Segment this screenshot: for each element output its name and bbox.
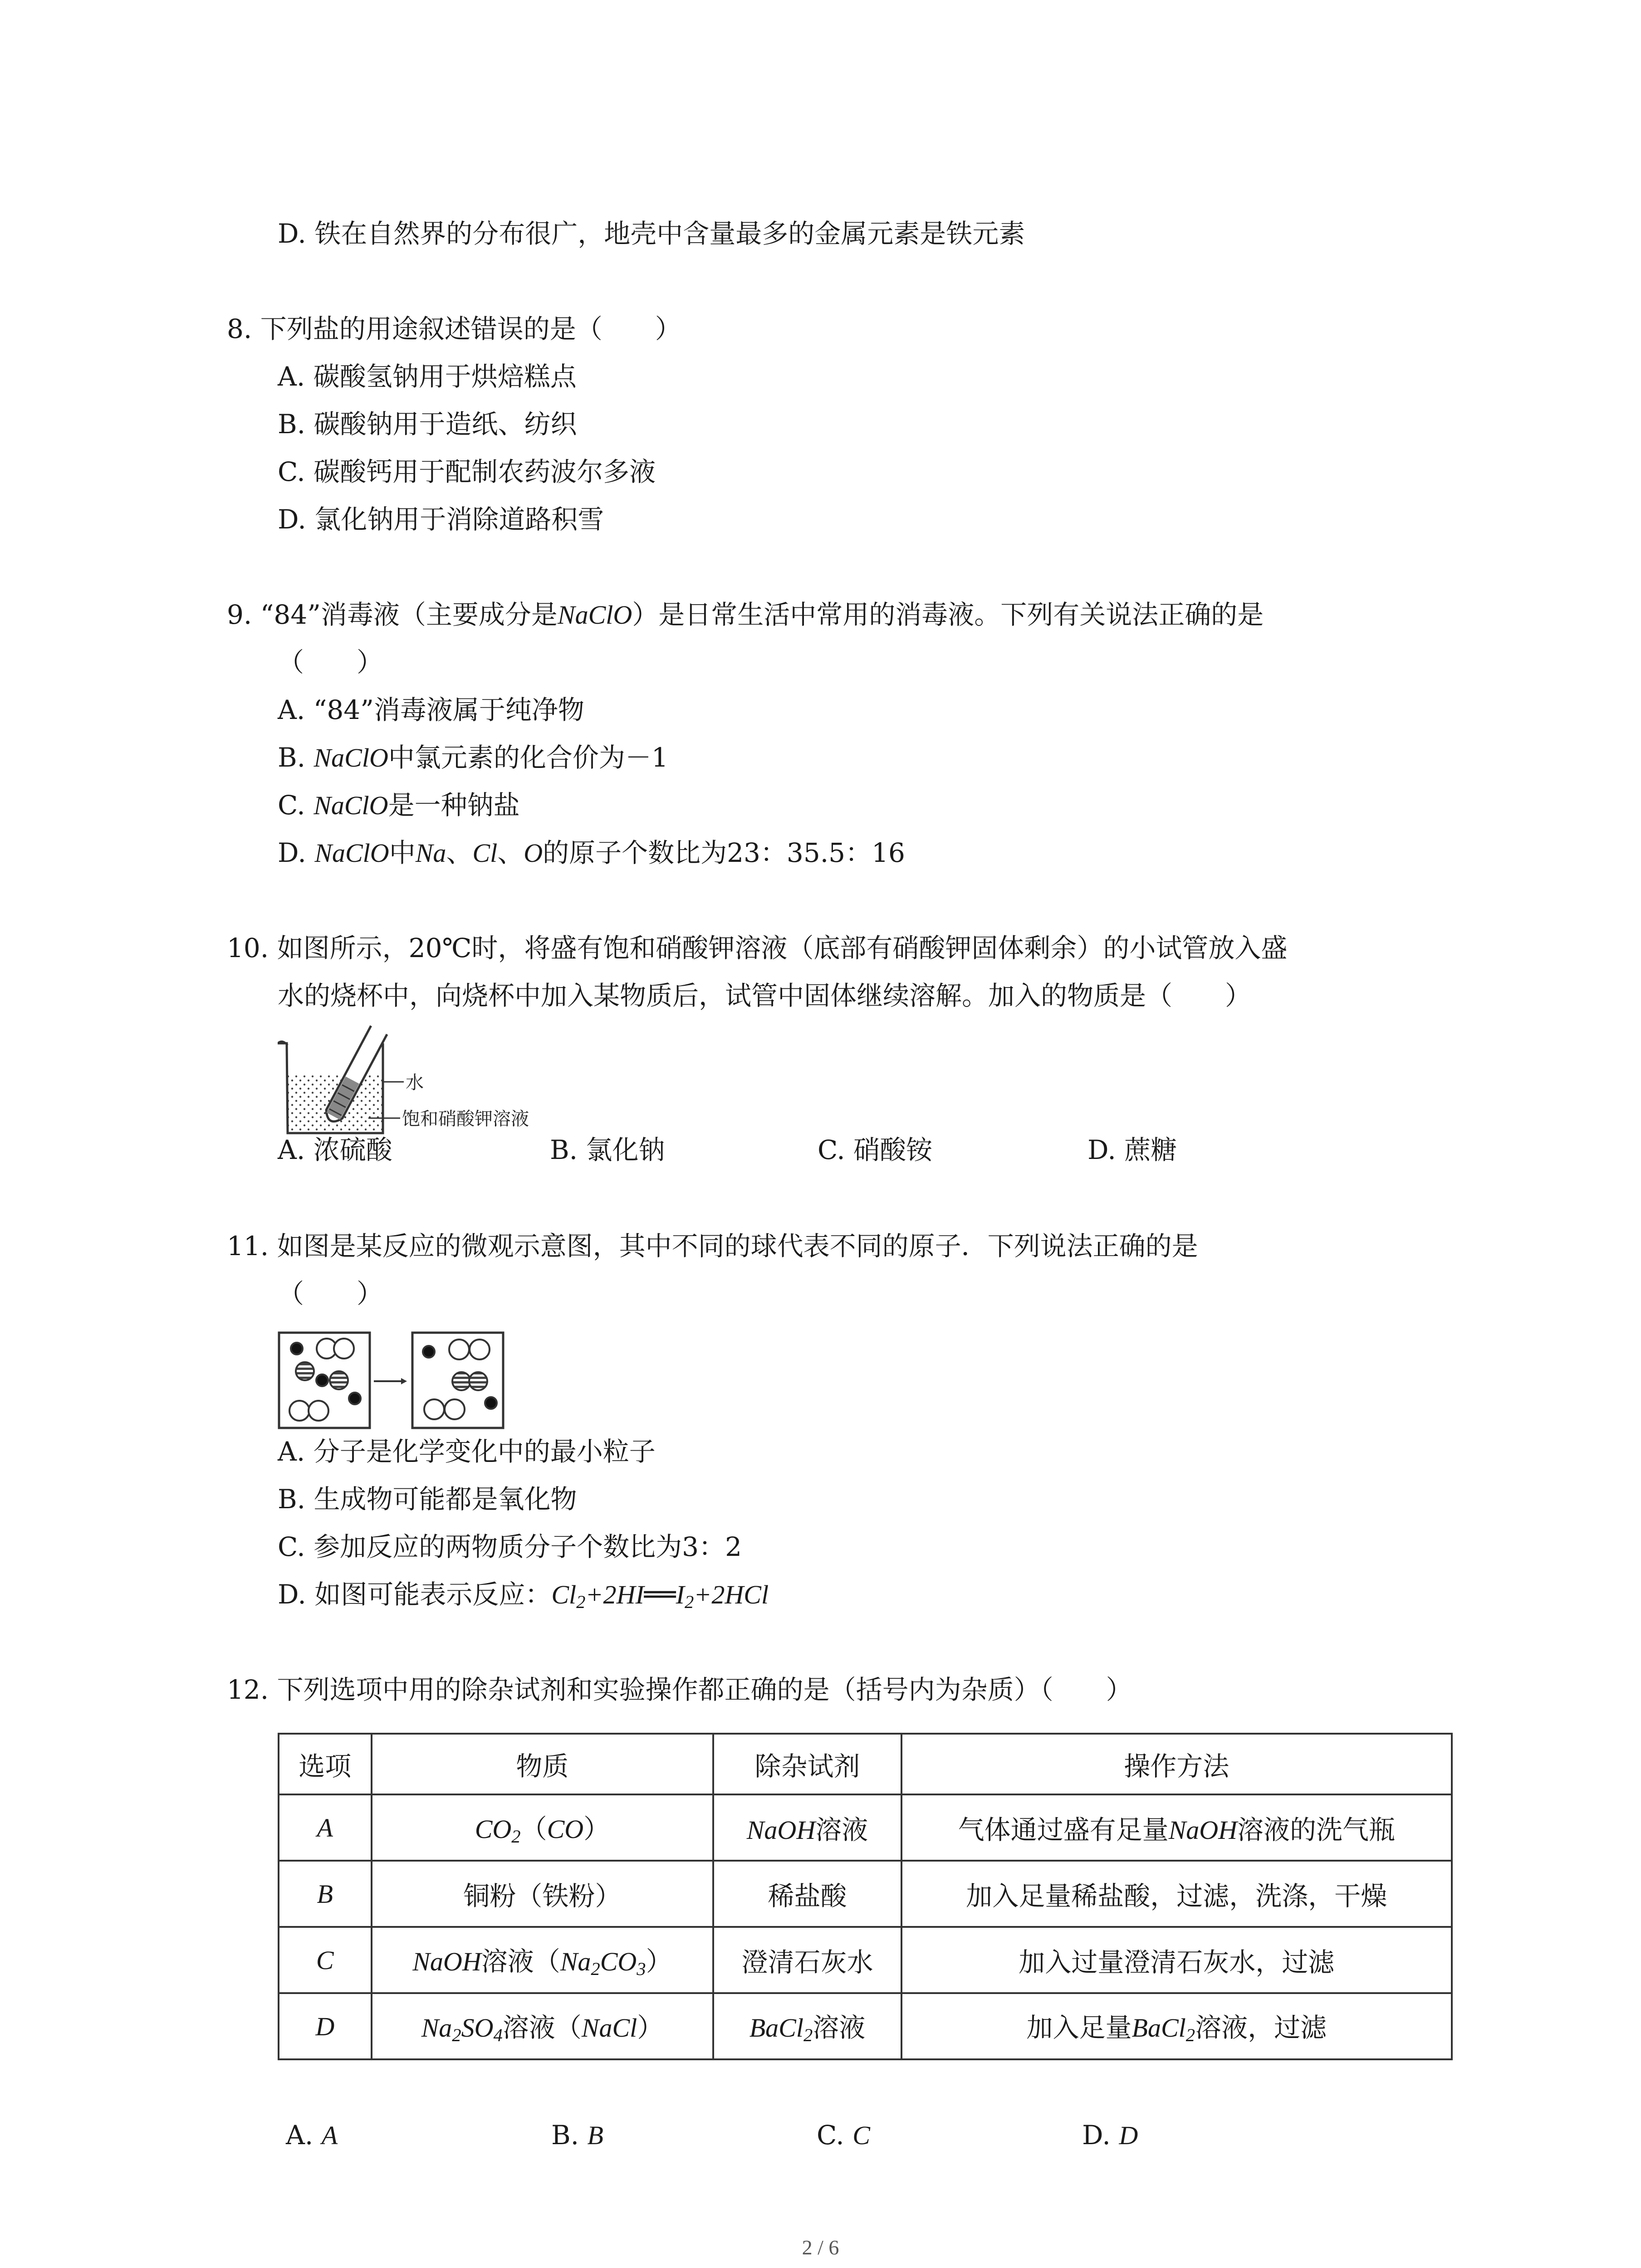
q10-stem-line2: 水的烧杯中，向烧杯中加入某物质后，试管中固体继续溶解。加入的物质是（ ） (278, 980, 1252, 1011)
q11-option-c: C. 参加反应的两物质分子个数比为3：2 (278, 1531, 742, 1562)
q12-option-b: B. B (551, 2120, 603, 2151)
row-b-reagent: 稀盐酸 (713, 1861, 901, 1927)
row-d-reagent: BaCl$_2$溶液 (713, 1993, 901, 2059)
header-option: 选项 (279, 1734, 372, 1794)
header-substance: 物质 (372, 1734, 714, 1794)
q8-option-d: D. 氯化钠用于消除道路积雪 (278, 504, 604, 535)
q9-option-c: C. NaClO是一种钠盐 (278, 790, 520, 821)
q11-stem: 11. 如图是某反应的微观示意图，其中不同的球代表不同的原子．下列说法正确的是 (227, 1231, 1198, 1261)
row-b-substance: 铜粉（铁粉） (372, 1861, 714, 1927)
row-c-method: 加入过量澄清石灰水，过滤 (901, 1927, 1452, 1993)
row-b-option: B (279, 1861, 372, 1927)
q9-option-a: A. “84”消毒液属于纯净物 (278, 694, 584, 725)
q8-stem: 8. 下列盐的用途叙述错误的是（ ） (227, 313, 681, 344)
q10-options (278, 1134, 1457, 1166)
table-header-row (279, 1734, 1452, 1794)
row-d-method: 加入足量BaCl$_2$溶液，过滤 (901, 1993, 1452, 2059)
reactant-molecules (289, 1339, 361, 1421)
q12-option-d: D. D (1082, 2120, 1138, 2151)
q10-option-c: C. 硝酸铵 (818, 1134, 933, 1165)
table-row (279, 1993, 1452, 2059)
q8-option-a: A. 碳酸氢钠用于烘焙糕点 (278, 361, 577, 392)
row-d-option: D (279, 1993, 372, 2059)
q8-option-b: B. 碳酸钠用于造纸、纺织 (278, 409, 577, 440)
reaction-micro-diagram (278, 1331, 536, 1431)
row-d-substance: $Na_2SO_4$溶液（NaCl） (372, 1993, 714, 2059)
solution-label: 饱和硝酸钾溶液 (402, 1109, 529, 1129)
row-b-method: 加入足量稀盐酸，过滤，洗涤，干燥 (901, 1861, 1452, 1927)
table-row (279, 1927, 1452, 1993)
q10-option-a: A. 浓硫酸 (278, 1134, 392, 1165)
q12-option-c: C. C (817, 2120, 870, 2151)
q9-stem-line2: （ ） (278, 647, 383, 678)
q10-option-b: B. 氯化钠 (550, 1134, 665, 1165)
q9-option-b: B. NaClO中氯元素的化合价为－1 (278, 742, 668, 773)
q11-option-d: D. 如图可能表示反应：$Cl_2+2HI══I_2+2HCl$ (278, 1579, 769, 1613)
row-c-substance: NaOH溶液$(Na_2CO_3)$ (372, 1927, 714, 1993)
q12-options (286, 2119, 1465, 2151)
q12-stem: 12. 下列选项中用的除杂试剂和实验操作都正确的是（括号内为杂质）（ ） (227, 1674, 1132, 1705)
row-a-substance: $CO_2(CO)$ (372, 1794, 714, 1861)
row-a-option: A (279, 1794, 372, 1861)
q11-stem-line2: （ ） (278, 1278, 383, 1309)
row-c-option: C (279, 1927, 372, 1993)
q11-option-b: B. 生成物可能都是氧化物 (278, 1484, 577, 1515)
q7-option-d: D. 铁在自然界的分布很广，地壳中含量最多的金属元素是铁元素 (278, 218, 1025, 249)
row-a-method: 气体通过盛有足量NaOH溶液的洗气瓶 (901, 1794, 1452, 1861)
row-c-reagent: 澄清石灰水 (713, 1927, 901, 1993)
q11-option-a: A. 分子是化学变化中的最小粒子 (278, 1436, 656, 1467)
water-label: 水 (406, 1072, 424, 1093)
row-a-reagent: NaOH溶液 (713, 1794, 901, 1861)
q9-option-d: D. NaClO中Na、Cl、O的原子个数比为23：35.5：16 (278, 837, 905, 868)
header-method: 操作方法 (901, 1734, 1452, 1794)
q9-stem: 9. “84”消毒液（主要成分是NaClO）是日常生活中常用的消毒液。下列有关说法正确的是 (227, 599, 1264, 630)
q12-table (278, 1733, 1453, 2060)
table-row (279, 1794, 1452, 1861)
q12-option-a: A. A (286, 2120, 338, 2151)
q10-stem: 10. 如图所示，20℃时，将盛有饱和硝酸钾溶液（底部有硝酸钾固体剩余）的小试管放入盛 (227, 933, 1288, 963)
q10-option-d: D. 蔗糖 (1087, 1134, 1177, 1165)
product-molecules (423, 1339, 497, 1419)
page-number: 2 / 6 (802, 2236, 839, 2259)
beaker-test-tube-figure (278, 1025, 595, 1139)
header-reagent: 除杂试剂 (713, 1734, 901, 1794)
table-row (279, 1861, 1452, 1927)
q8-option-c: C. 碳酸钙用于配制农药波尔多液 (278, 456, 656, 487)
reaction-arrow-head (401, 1378, 407, 1384)
